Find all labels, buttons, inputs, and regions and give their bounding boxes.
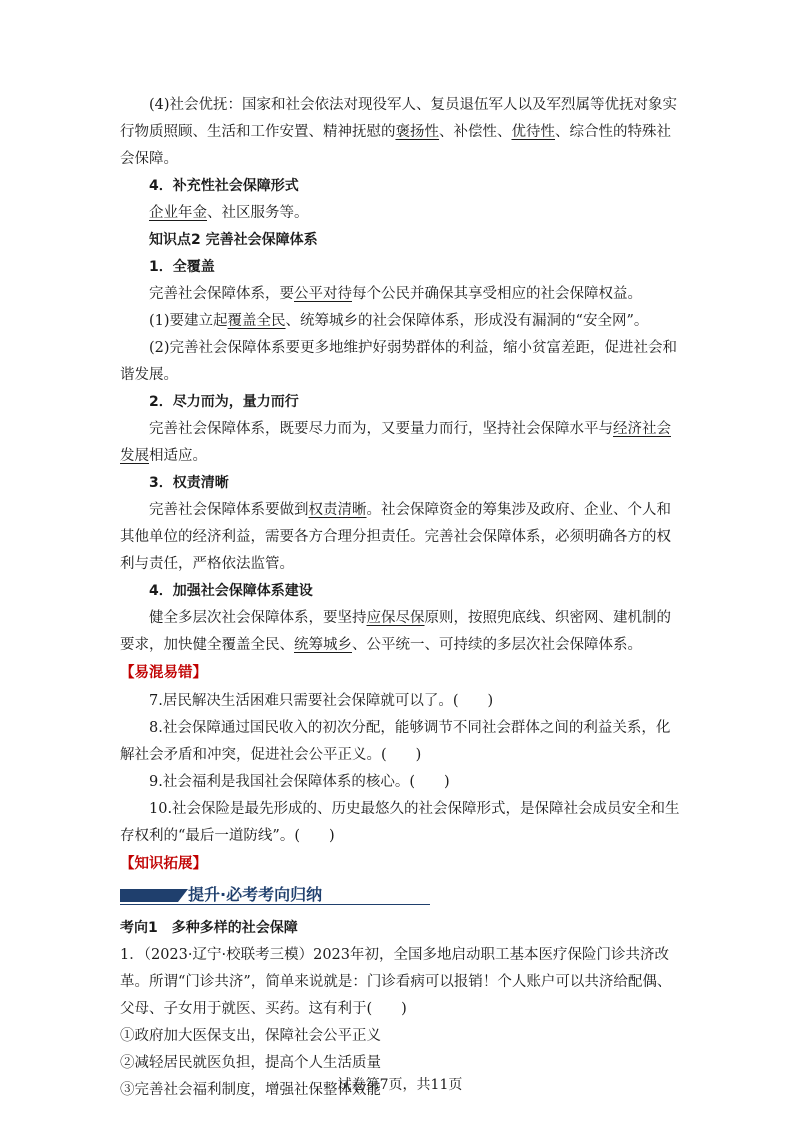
- section-banner: [120, 883, 680, 907]
- question-1-option-1: ①政府加大医保支出，保障社会公平正义: [120, 1028, 381, 1044]
- heading-supplementary-forms: 4．补充性社会保障形式: [149, 178, 299, 194]
- heading-strengthen-construction: 4．加强社会保障体系建设: [149, 583, 313, 599]
- question-9: 9.社会福利是我国社会保障体系的核心。( ): [149, 774, 450, 790]
- section-title-knowledge-expand: 【知识拓展】: [120, 856, 207, 872]
- paragraph-full-coverage-2: (2)完善社会保障体系要更多地维护好弱势群体的利益，缩小贫富差距，促进社会和谐发展。: [120, 340, 678, 383]
- section-title-mistakes: 【易混易错】: [120, 665, 207, 681]
- paragraph-full-coverage-1: (1)要建立起覆盖全民、统筹城乡的社会保障体系，形成没有漏洞的“安全网”。: [149, 313, 649, 329]
- question-7: 7.居民解决生活困难只需要社会保障就可以了。( ): [149, 693, 494, 709]
- question-8: 8.社会保障通过国民收入的初次分配，能够调节不同社会群体之间的利益关系，化解社会矛盾和冲突，促进社会公平正义。( ): [120, 720, 671, 763]
- banner-title: 提升·必考考向归纳: [188, 885, 323, 904]
- paragraph-clear-responsibility: 完善社会保障体系要做到权责清晰。社会保障资金的筹集涉及政府、企业、个人和其他单位的经济利益，需要各方合理分担责任。完善社会保障体系，必须明确各方的权利与责任，严格依法监管。: [120, 502, 671, 572]
- paragraph-strengthen-construction: 健全多层次社会保障体系，要坚持应保尽保原则，按照兜底线、织密网、建机制的要求，加快健全覆盖全民、统筹城乡、公平统一、可持续的多层次社会保障体系。: [120, 610, 671, 653]
- question-1-option-3: ③完善社会福利制度，增强社保整体效能: [120, 1082, 381, 1098]
- paragraph-social-preferential: (4)社会优抚：国家和社会依法对现役军人、复员退伍军人以及军烈属等优抚对象实行物质照顾、生活和工作安置、精神抚慰的褒扬性、补偿性、优待性、综合性的特殊社会保障。: [120, 97, 678, 167]
- page-footer: 试卷第7页，共11页: [337, 1077, 463, 1093]
- document-page: [120, 92, 680, 1104]
- paragraph-do-best: 完善社会保障体系，既要尽力而为，又要量力而行，坚持社会保障水平与经济社会发展相适应。: [120, 421, 671, 464]
- banner-bar-decoration: [120, 889, 178, 902]
- heading-do-best: 2．尽力而为，量力而行: [149, 394, 299, 410]
- question-1-option-2: ②减轻居民就医负担，提高个人生活质量: [120, 1055, 381, 1071]
- question-10: 10.社会保险是最先形成的、历史最悠久的社会保障形式，是保障社会成员安全和生存权利的“最后一道防线”。( ): [120, 801, 680, 844]
- heading-clear-responsibility: 3．权责清晰: [149, 475, 229, 491]
- question-1-stem: 1．（2023·辽宁·校联考三模）2023年初，全国多地启动职工基本医疗保险门诊共济改革。所谓“门诊共济”，简单来说就是：门诊看病可以报销！个人账户可以共济给配偶、父母、子女用于就医、买药。这有利于( ): [120, 947, 672, 1017]
- knowledge-point-2-title: 知识点2 完善社会保障体系: [149, 232, 318, 248]
- paragraph-supplementary-forms: 企业年金、社区服务等。: [149, 205, 309, 221]
- paragraph-full-coverage: 完善社会保障体系，要公平对待每个公民并确保其享受相应的社会保障权益。: [149, 286, 642, 302]
- banner-triangle-decoration: [178, 889, 188, 902]
- direction-1-title: 考向1 多种多样的社会保障: [120, 920, 298, 936]
- heading-full-coverage: 1．全覆盖: [149, 259, 215, 275]
